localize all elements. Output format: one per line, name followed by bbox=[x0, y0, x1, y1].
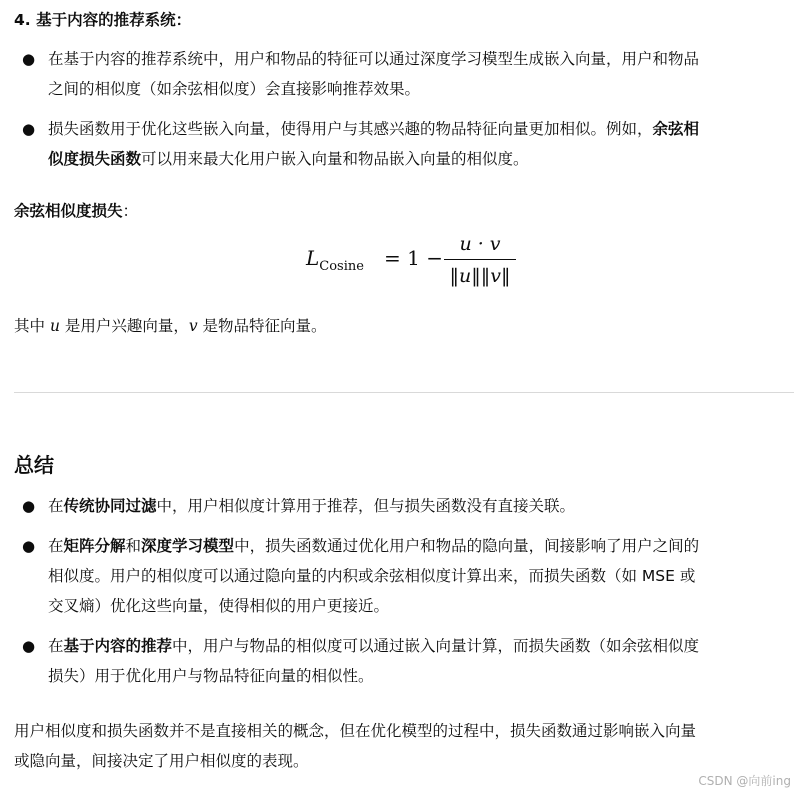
closing-paragraph: 用户相似度和损失函数并不是直接相关的概念，但在优化模型的过程中，损失函数通过影响嵌入向量 或隐向量，间接决定了用户相似度的表现。 bbox=[14, 722, 697, 770]
summary-heading: 总结 bbox=[14, 453, 54, 477]
bullet-icon: ● bbox=[22, 537, 36, 555]
formula-numerator: u · v bbox=[459, 233, 501, 255]
loss-label: 余弦相似度损失： bbox=[14, 202, 139, 220]
list-item-text: 在矩阵分解和深度学习模型中，损失函数通过优化用户和物品的隐向量，间接影响了用户之间的 相似度。用户的相似度可以通过隐向量的内积或余弦相似度计算出来，而损失函数（如 MSE 或 交叉熵）优化这些向量，使得相似的用户更接近。 bbox=[48, 537, 700, 615]
formula-fraction bbox=[444, 232, 516, 289]
fraction-bar bbox=[444, 259, 516, 260]
formula-equals: = 1 − bbox=[384, 246, 443, 270]
list-item-text: 在基于内容的推荐中，用户与物品的相似度可以通过嵌入向量计算，而损失函数（如余弦相似度 损失）用于优化用户与物品特征向量的相似性。 bbox=[48, 637, 700, 685]
section-heading: 4. 基于内容的推荐系统： bbox=[14, 11, 192, 29]
bullet-icon: ● bbox=[22, 50, 36, 68]
formula-explanation: 其中 u 是用户兴趣向量，v 是物品特征向量。 bbox=[14, 317, 327, 335]
bullet-icon: ● bbox=[22, 497, 36, 515]
list-item-text: 在传统协同过滤中，用户相似度计算用于推荐，但与损失函数没有直接关联。 bbox=[48, 497, 576, 515]
divider bbox=[14, 392, 794, 393]
bullet-icon: ● bbox=[22, 120, 36, 138]
bullet-icon: ● bbox=[22, 637, 36, 655]
watermark: CSDN @向前ing bbox=[698, 774, 791, 788]
formula-lhs: $L_{Cosine}$ bbox=[306, 246, 364, 274]
cosine-loss-formula bbox=[306, 232, 536, 294]
formula-denominator: ‖u‖‖v‖ bbox=[449, 265, 511, 287]
list-item-text: 损失函数用于优化这些嵌入向量，使得用户与其感兴趣的物品特征向量更加相似。例如，余弦相 似度损失函数可以用来最大化用户嵌入向量和物品嵌入向量的相似度。 bbox=[48, 120, 700, 168]
list-item-text: 在基于内容的推荐系统中，用户和物品的特征可以通过深度学习模型生成嵌入向量，用户和物品 之间的相似度（如余弦相似度）会直接影响推荐效果。 bbox=[48, 50, 700, 98]
